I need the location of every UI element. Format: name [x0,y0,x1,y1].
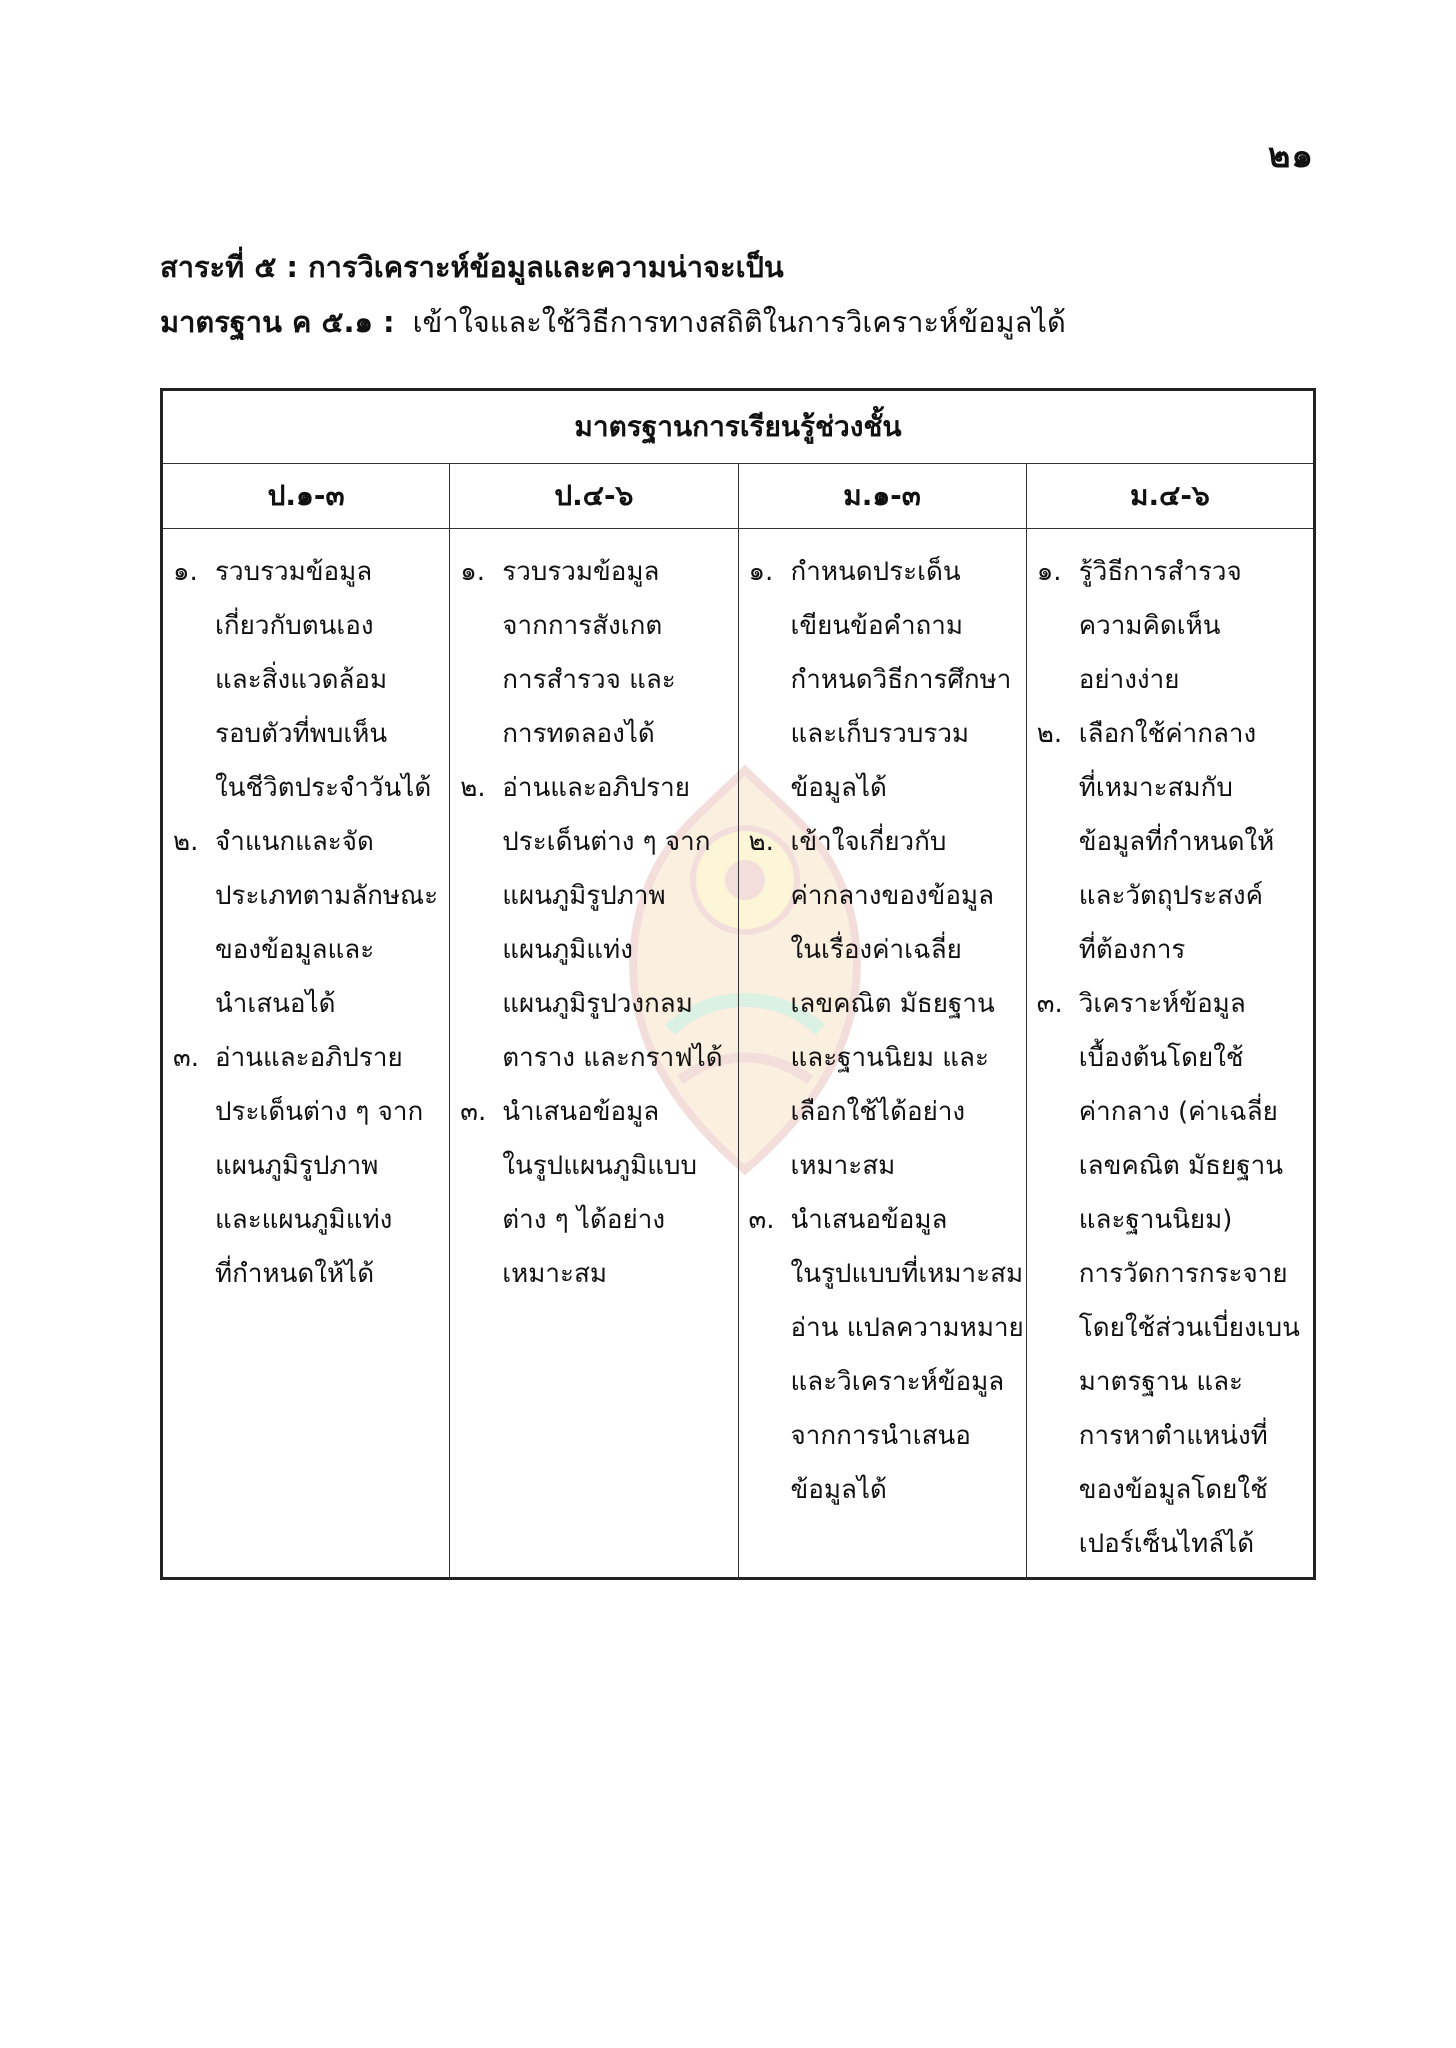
item-line: โดยใช้ส่วนเบี่ยงเบน [1078,1313,1300,1343]
item-line: เขียนข้อคำถาม [790,611,964,641]
item-number: ๑. [173,557,198,587]
item-line: อย่างง่าย [1078,665,1180,695]
item-text [502,761,731,1085]
item-line: จำแนกและจัด [215,827,374,857]
item-line: การหาตำแหน่งที่ [1078,1421,1268,1451]
item-text [215,545,443,815]
item-line: การทดลองได้ [502,719,655,749]
strand-title-text: สาระที่ ๕ : การวิเคราะห์ข้อมูลและความน่าจะเป็น [160,250,784,284]
item-line: เลขคณิต มัธยฐาน [790,989,995,1019]
list-item [1037,707,1307,977]
item-text [215,1031,443,1301]
item-text [215,815,443,1031]
content-row [162,529,1315,1579]
item-line: ประเภทตามลักษณะ [215,881,439,911]
item-line: ในเรื่องค่าเฉลี่ย [790,935,962,965]
list-item [173,815,443,1031]
grade-header-m1-3: ม.๑-๓ [738,464,1026,529]
item-line: รอบตัวที่พบเห็น [215,719,388,749]
list-item [460,545,731,761]
list-item [460,761,731,1085]
item-text [1079,545,1307,707]
item-line: ตาราง และกราฟได้ [502,1043,723,1073]
item-number: ๓. [1036,989,1063,1019]
item-line: และวิเคราะห์ข้อมูล [790,1367,1005,1397]
item-line: เปอร์เซ็นไทล์ได้ [1078,1529,1255,1559]
item-line: ที่เหมาะสมกับ [1078,773,1233,803]
list-item [173,545,443,815]
item-number: ๒. [1036,719,1063,749]
item-line: รวบรวมข้อมูล [215,557,373,587]
item-line: ประเด็นต่าง ๆ จาก [502,827,711,857]
item-line: และฐานนิยม) [1078,1205,1233,1235]
standard-text: เข้าใจและใช้วิธีการทางสถิติในการวิเคราะห์ข้อมูลได้ [412,305,1066,339]
item-number: ๑. [1036,557,1062,587]
table-title-row [162,390,1315,464]
item-text [791,1193,1024,1517]
item-number: ๒. [460,773,486,803]
table-title: มาตรฐานการเรียนรู้ช่วงชั้น [162,390,1315,464]
grade-header-p4-6: ป.๔-๖ [450,464,738,529]
item-number: ๒. [748,827,774,857]
item-line: และสิ่งแวดล้อม [215,665,388,695]
item-line: เข้าใจเกี่ยวกับ [790,827,947,857]
column-p1-3 [162,529,450,1579]
item-line: นำเสนอข้อมูล [502,1097,660,1127]
list-item [1037,545,1307,707]
item-line: ข้อมูลได้ [790,773,887,803]
item-number: ๓. [460,1097,487,1127]
item-line: นำเสนอได้ [215,989,336,1019]
standards-list [748,545,1024,1517]
item-line: จากการนำเสนอ [790,1421,971,1451]
standards-list [173,545,443,1301]
item-line: เลขคณิต มัธยฐาน [1078,1151,1283,1181]
item-line: แผนภูมิรูปภาพ [215,1151,379,1181]
item-line: แผนภูมิรูปภาพ [502,881,666,911]
list-item [1037,977,1307,1571]
item-line: รู้วิธีการสำรวจ [1078,557,1242,587]
item-line: มาตรฐาน และ [1078,1367,1243,1397]
item-line: ของข้อมูลโดยใช้ [1078,1475,1268,1505]
item-line: เลือกใช้ได้อย่าง [790,1097,966,1127]
item-text [1079,707,1307,977]
item-line: ที่กำหนดให้ได้ [215,1259,375,1289]
standards-table [160,388,1316,1580]
item-line: ของข้อมูลและ [215,935,375,965]
item-text [502,1085,731,1301]
column-p4-6 [450,529,738,1579]
standards-list [1037,545,1307,1571]
item-line: และแผนภูมิแท่ง [215,1205,393,1235]
list-item [749,815,1020,1193]
item-line: เลือกใช้ค่ากลาง [1078,719,1257,749]
item-number: ๑. [460,557,486,587]
heading-block [160,240,1330,350]
item-line: และฐานนิยม และ [790,1043,989,1073]
column-m1-3 [738,529,1026,1579]
item-line: ประเด็นต่าง ๆ จาก [215,1097,424,1127]
item-line: และเก็บรวบรวม [790,719,970,749]
item-line: ความคิดเห็น [1078,611,1221,641]
item-line: เกี่ยวกับตนเอง [215,611,374,641]
item-line: ค่ากลางของข้อมูล [790,881,995,911]
item-line: จากการสังเกต [502,611,663,641]
list-item [749,545,1020,815]
item-line: กำหนดวิธีการศึกษา [790,665,1012,695]
item-number: ๑. [748,557,774,587]
item-line: รวบรวมข้อมูล [502,557,660,587]
page-number: ๒๑ [1268,136,1314,176]
item-line: เหมาะสม [790,1151,896,1181]
list-item [173,1031,443,1301]
column-m4-6 [1026,529,1314,1579]
item-line: กำหนดประเด็น [790,557,961,587]
item-line: เบื้องต้นโดยใช้ [1078,1043,1244,1073]
strand-title [160,240,1330,295]
grade-header-row [162,464,1315,529]
item-line: นำเสนอข้อมูล [790,1205,948,1235]
item-line: อ่าน แปลความหมาย [790,1313,1024,1343]
item-number: ๒. [173,827,199,857]
item-number: ๓. [173,1043,200,1073]
item-line: ในชีวิตประจำวันได้ [215,773,432,803]
item-line: การวัดการกระจาย [1078,1259,1288,1289]
item-line: ค่ากลาง (ค่าเฉลี่ย [1078,1097,1278,1127]
item-line: วิเคราะห์ข้อมูล [1078,989,1246,1019]
item-text [791,545,1020,815]
item-text [502,545,731,761]
item-line: เหมาะสม [502,1259,607,1289]
item-number: ๓. [748,1205,775,1235]
grade-header-m4-6: ม.๔-๖ [1026,464,1314,529]
item-line: ข้อมูลที่กำหนดให้ [1078,827,1275,857]
item-line: ในรูปแผนภูมิแบบ [502,1151,697,1181]
item-line: และวัตถุประสงค์ [1078,881,1264,911]
item-line: การสำรวจ และ [502,665,676,695]
item-line: อ่านและอภิปราย [502,773,690,803]
item-text [791,815,1020,1193]
standard-line [160,295,1330,350]
item-text [1079,977,1307,1571]
standards-list [460,545,731,1301]
item-line: ที่ต้องการ [1078,935,1186,965]
item-line: ต่าง ๆ ได้อย่าง [502,1205,666,1235]
item-line: ในรูปแบบที่เหมาะสม [790,1259,1024,1289]
standard-label: มาตรฐาน ค ๕.๑ : [160,305,395,339]
grade-header-p1-3: ป.๑-๓ [162,464,450,529]
item-line: อ่านและอภิปราย [215,1043,403,1073]
item-line: แผนภูมิรูปวงกลม [502,989,693,1019]
list-item [460,1085,731,1301]
list-item [748,1193,1024,1517]
item-line: แผนภูมิแท่ง [502,935,633,965]
item-line: ข้อมูลได้ [790,1475,887,1505]
